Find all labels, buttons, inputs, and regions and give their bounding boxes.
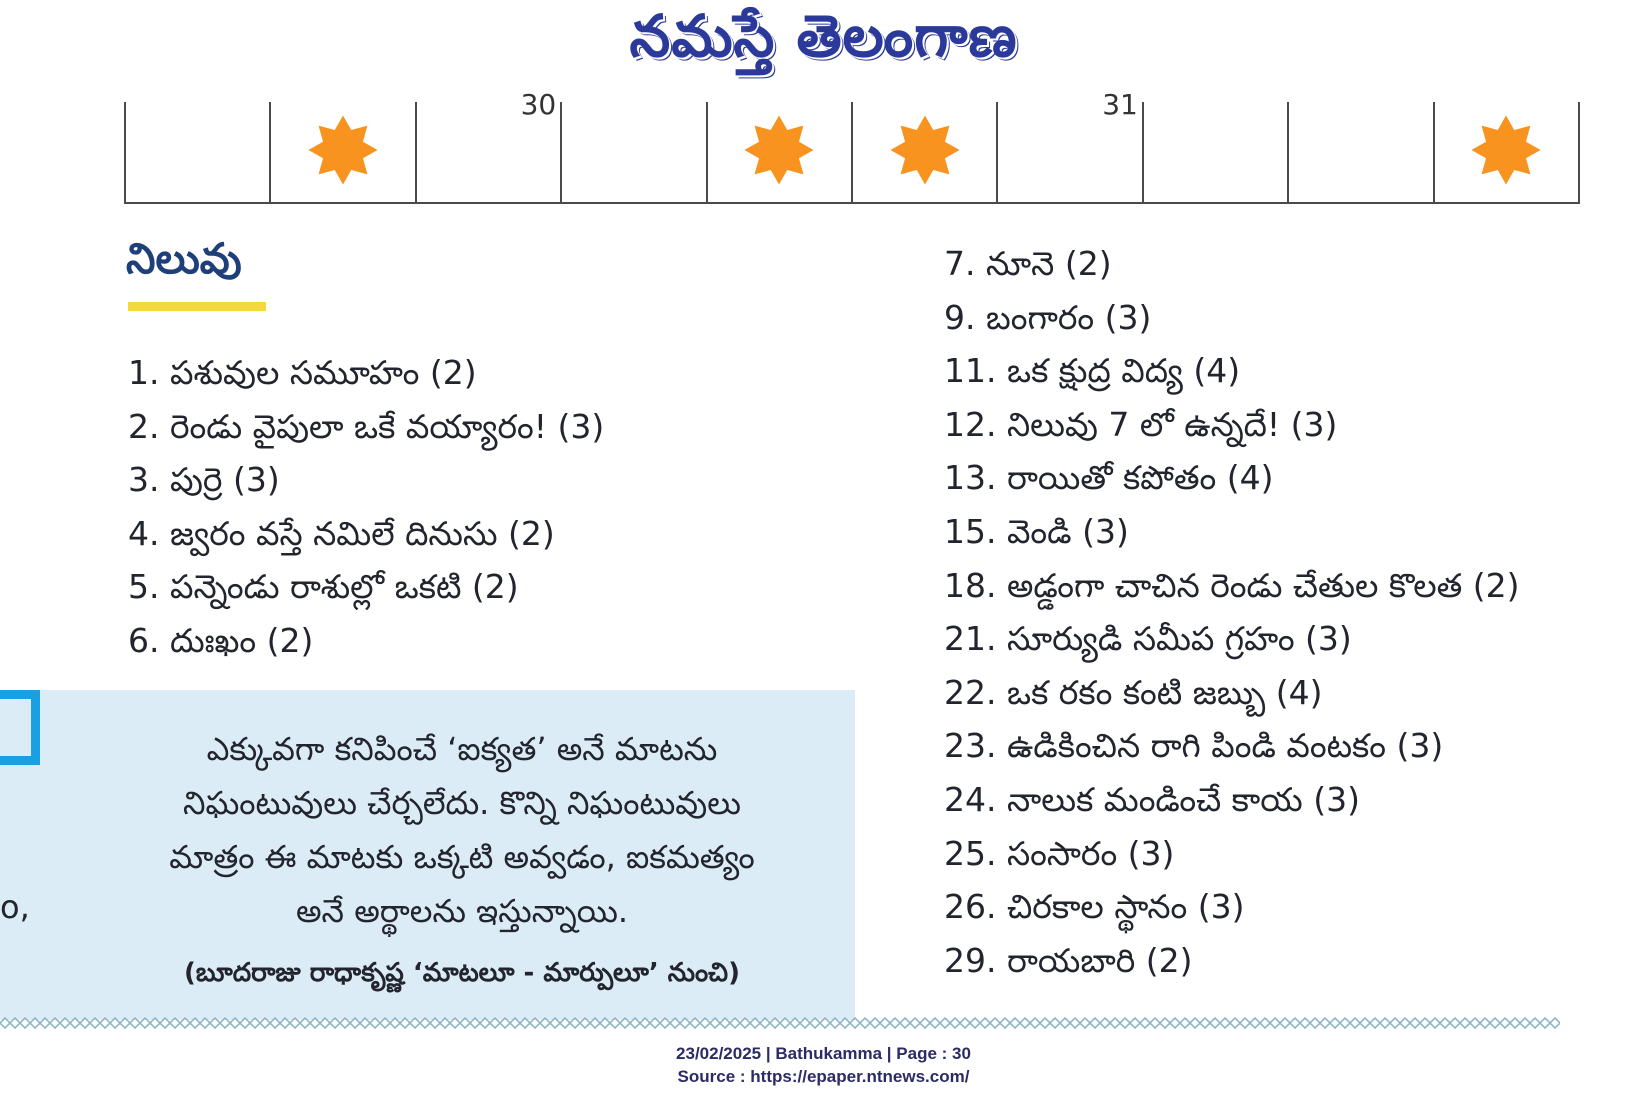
grid-cell [269, 102, 414, 202]
info-box-edge-text: o, [0, 888, 30, 926]
clue-item: 11. ఒక క్షుద్ర విద్య (4) [944, 351, 1241, 391]
footer-date-line: 23/02/2025 | Bathukamma | Page : 30 [676, 1044, 971, 1063]
clue-item: 7. నూనె (2) [944, 244, 1112, 283]
grid-cell [1287, 102, 1432, 202]
clue-item: 1. పశువుల సమూహం (2) [128, 353, 477, 392]
clue-item: 22. ఒక రకం కంటి జబ్బు (4) [944, 672, 1323, 712]
info-box-text [112, 722, 812, 938]
clue-item: 29. రాయబారి (2) [944, 940, 1193, 980]
grid-cell [415, 88, 560, 202]
crossword-grid-strip [124, 88, 1580, 204]
clue-item: 18. అడ్డంగా చాచిన రెండు చేతుల కొలత (2) [944, 565, 1520, 605]
grid-cell [124, 102, 269, 202]
clue-item: 23. ఉడికించిన రాగి పిండి వంటకం (3) [944, 726, 1444, 766]
info-line: నిఘంటువులు చేర్చలేదు. కొన్ని నిఘంటువులు [182, 784, 741, 822]
clue-item: 25. సంసారం (3) [944, 833, 1175, 873]
grid-cell [560, 102, 705, 202]
grid-cell [851, 102, 996, 202]
heading-underline [128, 302, 266, 311]
clue-item: 6. దుఃఖం (2) [128, 620, 314, 660]
clue-item: 13. రాయితో కపోతం (4) [944, 458, 1274, 498]
grid-cell [1433, 102, 1580, 202]
grid-cell-number: 31 [1102, 88, 1138, 121]
clue-item: 26. చిరకాల స్థానం (3) [944, 887, 1245, 927]
star-icon [889, 114, 961, 186]
clue-item: 12. నిలువు 7 లో ఉన్నదే! (3) [944, 404, 1338, 444]
masthead [0, 0, 1647, 86]
clue-item: 2. రెండు వైపులా ఒకే వయ్యారం! (3) [128, 406, 605, 446]
star-icon [743, 114, 815, 186]
clue-item: 15. వెండి (3) [944, 511, 1129, 551]
clue-item: 21. సూర్యుడి సమీప గ్రహం (3) [944, 619, 1352, 659]
clue-item: 5. పన్నెండు రాశుల్లో ఒకటి (2) [128, 567, 519, 607]
grid-cell [1142, 102, 1287, 202]
clue-item: 3. పుర్రె (3) [128, 460, 280, 500]
star-icon [1470, 114, 1542, 186]
info-line: అనే అర్థాలను ఇస్తున్నాయి. [295, 892, 629, 930]
clue-item: 4. జ్వరం వస్తే నమిలే దినుసు (2) [128, 513, 555, 553]
grid-cell [996, 88, 1141, 202]
masthead-title: నమస్తే తెలంగాణ [629, 2, 1018, 70]
grid-cell-number: 30 [520, 88, 557, 121]
down-clues-left-column [128, 346, 604, 668]
info-source-credit: (బూదరాజు రాధాకృష్ణ ‘మాటలూ - మార్పులూ’ నుంచి) [184, 958, 740, 988]
page-footer [0, 1042, 1647, 1088]
grid-cell [706, 102, 851, 202]
clue-item: 24. నాలుక మండించే కాయ (3) [944, 779, 1360, 819]
down-clues-heading: నిలువు [126, 234, 242, 283]
down-clues-right-column [944, 237, 1520, 987]
footer-source-line: Source : https://epaper.ntnews.com/ [677, 1067, 970, 1086]
star-icon [307, 114, 379, 186]
info-line: మాత్రం ఈ మాటకు ఒక్కటి అవ్వడం, ఐకమత్యం [169, 838, 755, 876]
info-box-accent [0, 690, 40, 765]
clue-item: 9. బంగారం (3) [944, 297, 1152, 337]
info-line: ఎక్కువగా కనిపించే ‘ఐక్యత’ అనే మాటను [206, 730, 718, 768]
decorative-border-strip [0, 1016, 1560, 1030]
